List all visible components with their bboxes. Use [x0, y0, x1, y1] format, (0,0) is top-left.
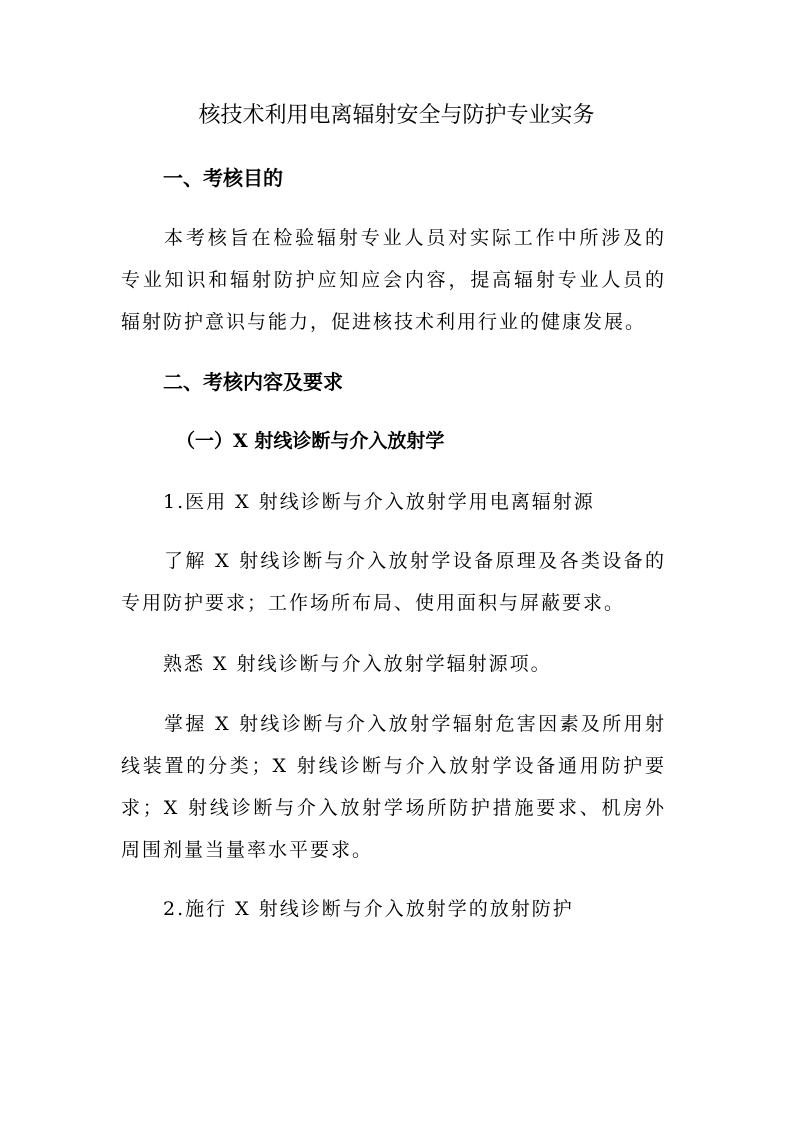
- master-paragraph: 掌握 X 射线诊断与介入放射学辐射危害因素及所用射线装置的分类；X 射线诊断与介入放射学设备通用防护要求；X 射线诊断与介入放射学场所防护措施要求、机房外周围剂量当量率水平要求。: [121, 713, 666, 861]
- subsection-heading-xray: （一）X 射线诊断与介入放射学: [176, 430, 445, 452]
- section-heading-content: 二、考核内容及要求: [163, 370, 343, 394]
- item-heading-protection: 2.施行 X 射线诊断与介入放射学的放射防护: [163, 898, 574, 920]
- understand-paragraph: 了解 X 射线诊断与介入放射学设备原理及各类设备的专用防护要求；工作场所布局、使用面积与屏蔽要求。: [121, 550, 666, 614]
- familiar-paragraph: 熟悉 X 射线诊断与介入放射学辐射源项。: [163, 653, 552, 675]
- document-title: 核技术利用电离辐射安全与防护专业实务: [198, 103, 595, 128]
- purpose-paragraph: 本考核旨在检验辐射专业人员对实际工作中所涉及的专业知识和辐射防护应知应会内容，提高辐射专业人员的辐射防护意识与能力，促进核技术利用行业的健康发展。: [121, 227, 666, 333]
- item-heading-sources: 1.医用 X 射线诊断与介入放射学用电离辐射源: [163, 491, 595, 513]
- section-heading-purpose: 一、考核目的: [163, 166, 283, 190]
